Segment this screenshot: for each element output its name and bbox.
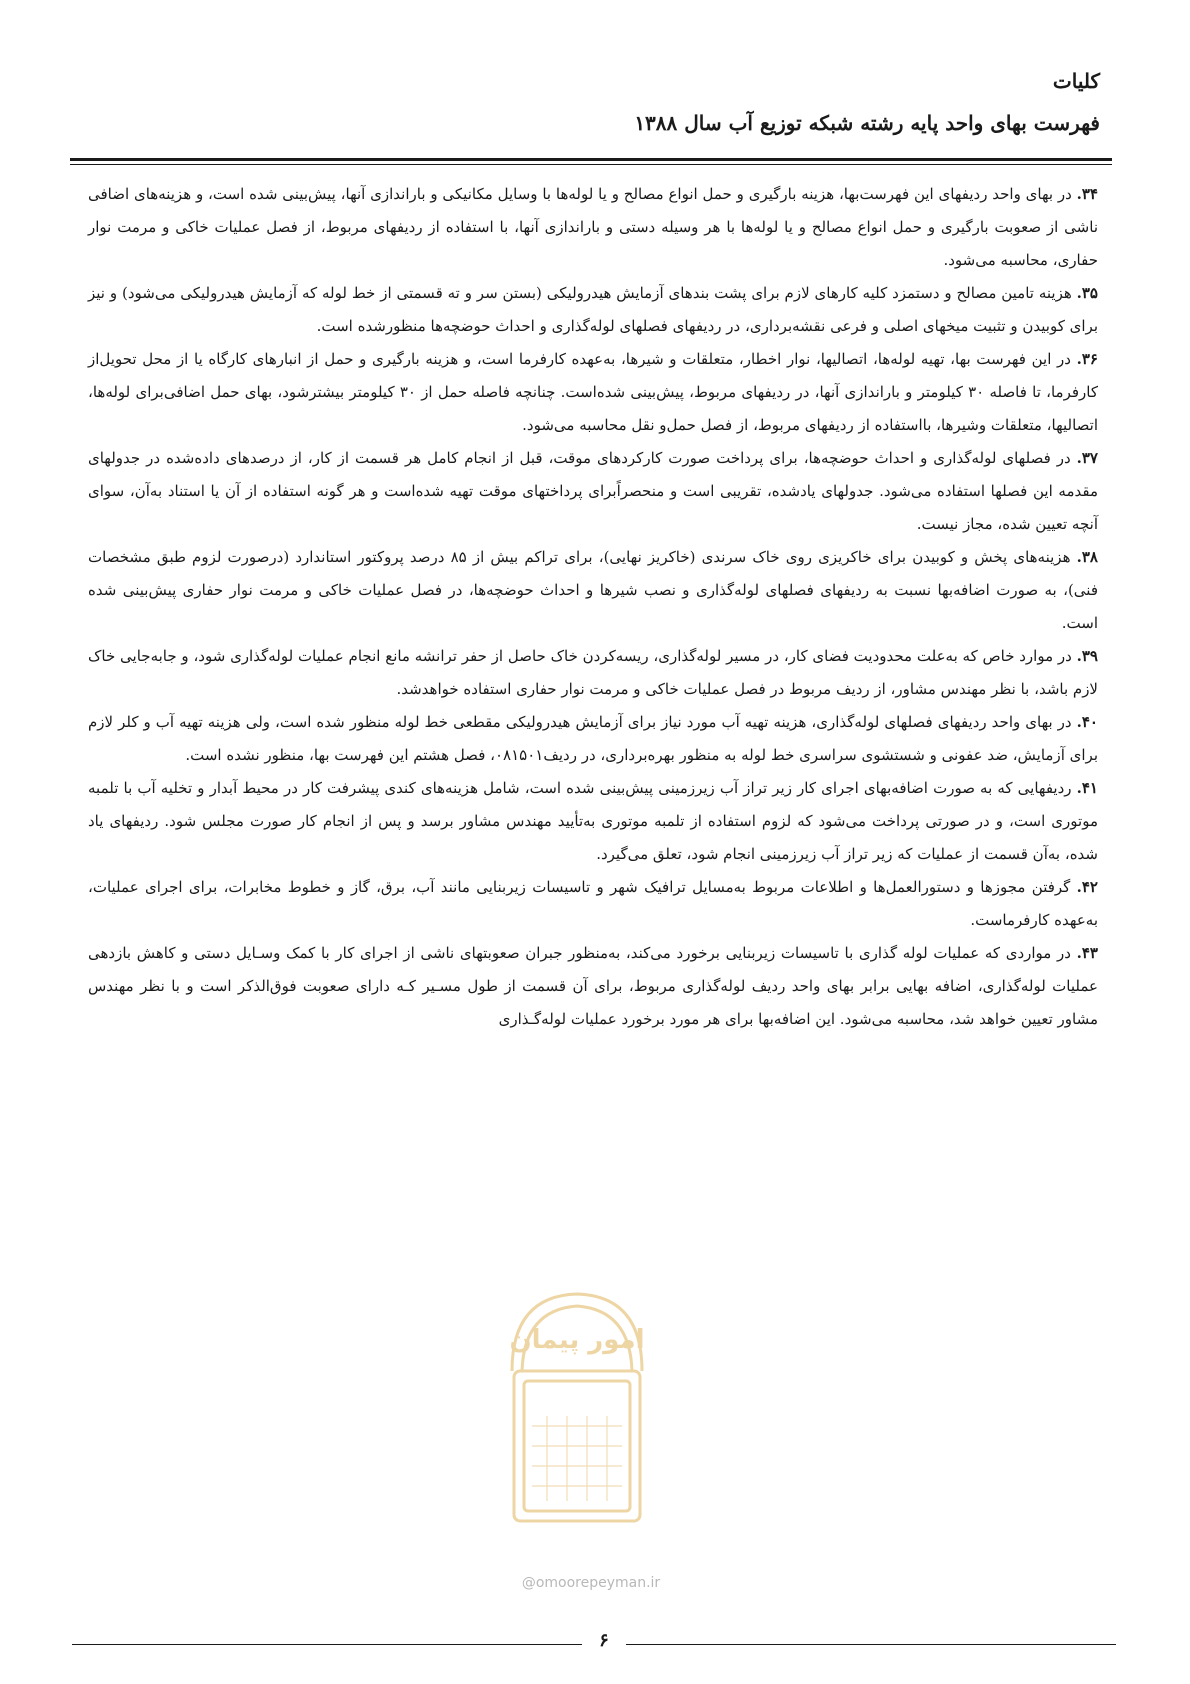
- paragraph-number: ۳۹.: [1076, 647, 1098, 665]
- watermark-url: @omoorepeyman.ir: [521, 1575, 661, 1591]
- paragraph-34: [88, 178, 1098, 277]
- footer-rule-left: [72, 1644, 582, 1645]
- paragraph-text: در بهای واحد ردیفهای فصلهای لوله‌گذاری، هزینه تهیه آب مورد نیاز برای آزمایش هیدرولیکی مقطعی خط لوله منظور شده است، ولی هزینه تهیه آب و کلر لازم برای آزمایش، ضد عفونی و شستشوی سراسری خط لوله به منظور بهره‌برداری، در ردیف۰۸۱۵۰۱، فصل هشتم این فهرست بها، منظور نشده است.: [88, 713, 1098, 764]
- page-header: [80, 66, 1100, 138]
- paragraph-number: ۳۴.: [1076, 185, 1098, 203]
- paragraph-text: در فصلهای لوله‌گذاری و احداث حوضچه‌ها، برای پرداخت صورت کارکردهای موقت، قبل از انجام کامل هر قسمت از کار، از درصدهای داده‌شده در جدولهای مقدمه این فصلها استفاده می‌شود. جدولهای یادشده، تقریبی است و منحصراًبرای پرداختهای موقت تهیه شده‌است و هر گونه استفاده از آن یا استناد به‌آن، سوای آنچه تعیین شده، مجاز نیست.: [88, 449, 1098, 533]
- paragraph-text: در این فهرست بها، تهیه لوله‌ها، اتصالیها، نوار اخطار، متعلقات و شیرها، به‌عهده کارفرما است، و هزینه بارگیری و حمل از انبارهای کارگاه یا از محل تحویل‌از کارفرما، تا فاصله ۳۰ کیلومتر و باراندازی آنها، در ردیفهای مربوط، پیش‌بینی شده‌است. چنانچه فاصله حمل از ۳۰ کیلومتر بیشترشود، بهای حمل اضافی‌برای لوله‌ها، اتصالیها، متعلقات وشیرها، بااستفاده از ردیفهای مربوط، از فصل حمل‌و نقل محاسبه می‌شود.: [88, 350, 1098, 434]
- paragraph-number: ۴۳.: [1076, 944, 1098, 962]
- paragraph-number: ۴۱.: [1076, 779, 1098, 797]
- watermark-logo: [492, 1276, 662, 1536]
- paragraph-37: [88, 442, 1098, 541]
- paragraph-41: [88, 772, 1098, 871]
- paragraph-number: ۳۷.: [1076, 449, 1098, 467]
- paragraph-42: [88, 871, 1098, 937]
- paragraph-38: [88, 541, 1098, 640]
- paragraph-number: ۳۵.: [1076, 284, 1098, 302]
- footer-rule-right: [626, 1644, 1116, 1645]
- page-number: ۶: [599, 1630, 609, 1651]
- header-rule-thick: [70, 158, 1112, 161]
- paragraph-text: در موارد خاص که به‌علت محدودیت فضای کار، در مسیر لوله‌گذاری، ریسه‌کردن خاک حاصل از حفر ترانشه مانع انجام عملیات لوله‌گذاری شود، و جابه‌جایی خاک لازم باشد، با نظر مهندس مشاور، از ردیف مربوط در فصل عملیات خاکی و مرمت نوار حفاری استفاده خواهدشد.: [88, 647, 1098, 698]
- paragraph-39: [88, 640, 1098, 706]
- paragraph-text: ردیفهایی که به صورت اضافه‌بهای اجرای کار زیر تراز آب زیرزمینی پیش‌بینی شده است، شامل هزینه‌های کندی پیشرفت کار در محیط آبدار و تخلیه آب با تلمبه موتوری است، و در صورتی پرداخت می‌شود که لزوم استفاده از تلمبه موتوری به‌تأیید مهندس مشاور برسد و پس از انجام کار صورت مجلس شود. ردیفهای یاد شده، به‌آن قسمت از عملیات که زیر تراز آب زیرزمینی انجام شود، تعلق می‌گیرد.: [88, 779, 1098, 863]
- paragraph-35: [88, 277, 1098, 343]
- paragraph-number: ۴۲.: [1076, 878, 1098, 896]
- watermark-text: امور پیمان: [509, 1325, 645, 1355]
- paragraph-number: ۳۸.: [1076, 548, 1098, 566]
- paragraph-text: در بهای واحد ردیفهای این فهرست‌بها، هزینه بارگیری و حمل انواع مصالح و یا لوله‌ها با وسایل مکانیکی و باراندازی آنها، پیش‌بینی شده است، و هزینه‌های اضافی ناشی از صعوبت بارگیری و حمل انواع مصالح و یا لوله‌ها با هر وسیله دستی و باراندازی آنها، با استفاده از ردیفهای مربوط، از فصل عملیات خاکی و مرمت نوار حفاری، محاسبه می‌شود.: [88, 185, 1099, 269]
- paragraph-text: گرفتن مجوزها و دستورالعمل‌ها و اطلاعات مربوط به‌مسایل ترافیک شهر و تاسیسات زیربنایی مانند آب، برق، گاز و خطوط مخابرات، برای اجرای عملیات، به‌عهده کارفرماست.: [88, 878, 1098, 929]
- paragraph-text: در مواردی که عملیات لوله گذاری با تاسیسات زیربنایی برخورد می‌کند، به‌منظور جبران صعوبتهای ناشی از اجرای کار با کمک وسـایل دستی و کاهش بازدهی عملیات لوله‌گذاری، اضافه بهایی برابر بهای واحد ردیف لوله‌گذاری مربوط، برای آن قسمت از طول مسـیر کـه دارای صعوبت فوق‌الذکر است و با نظر مهندس مشاور تعیین خواهد شد، محاسبه می‌شود. این اضافه‌بها برای هر مورد برخورد عملیات لوله‌گـذاری: [88, 944, 1098, 1028]
- paragraph-text: هزینه‌های پخش و کوبیدن برای خاکریزی روی خاک سرندی (خاکریز نهایی)، برای تراکم بیش از ۸۵ درصد پروکتور استاندارد (درصورت لزوم طبق مشخصات فنی)، به صورت اضافه‌بها نسبت به ردیفهای فصلهای لوله‌گذاری و نصب شیرها و احداث حوضچه‌ها، در فصل عملیات خاکی و مرمت نوار حفاری پیش‌بینی شده است.: [88, 548, 1098, 632]
- paragraph-number: ۳۶.: [1076, 350, 1098, 368]
- header-rule-thin: [70, 164, 1112, 165]
- section-title: کلیات: [1052, 69, 1100, 93]
- document-title: فهرست بهای واحد پایه رشته شبکه توزیع آب سال ۱۳۸۸: [634, 111, 1100, 135]
- paragraph-43: [88, 937, 1098, 1036]
- paragraph-number: ۴۰.: [1076, 713, 1098, 731]
- paragraph-40: [88, 706, 1098, 772]
- paragraph-36: [88, 343, 1098, 442]
- paragraph-text: هزینه تامین مصالح و دستمزد کلیه کارهای لازم برای پشت بندهای آزمایش هیدرولیکی (بستن سر و ته قسمتی از خط لوله که آزمایش هیدرولیکی می‌شود) و نیز برای کوبیدن و تثبیت میخهای اصلی و فرعی نقشه‌برداری، در ردیفهای فصلهای لوله‌گذاری و احداث حوضچه‌ها منظورشده است.: [88, 284, 1098, 335]
- body-content: [88, 178, 1098, 1036]
